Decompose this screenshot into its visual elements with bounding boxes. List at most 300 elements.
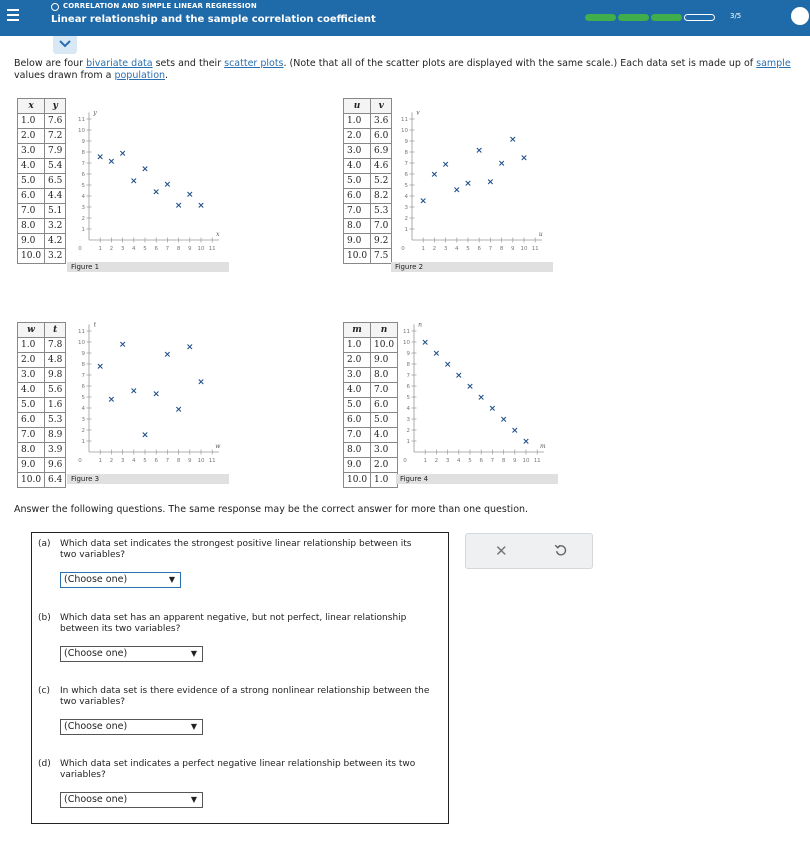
data-point: × <box>455 371 463 381</box>
data-point: × <box>141 164 149 175</box>
questions-panel <box>31 532 449 824</box>
y-tick-label: 5 <box>406 395 410 401</box>
y-tick-label: 4 <box>404 194 408 200</box>
x-tick-label: 11 <box>208 458 216 464</box>
table-row <box>344 458 398 473</box>
table-cell: 9.0 <box>18 234 45 249</box>
figure-caption: Figure 1 <box>67 262 229 272</box>
data-point: × <box>152 187 160 198</box>
scatter-plot-4 <box>400 314 560 474</box>
table-cell: 7.8 <box>45 338 66 353</box>
x-tick-label: 1 <box>421 246 425 252</box>
table-cell: 3.6 <box>371 114 392 129</box>
table-row <box>344 174 392 189</box>
table-cell: 5.0 <box>344 174 371 189</box>
y-tick-label: 10 <box>403 340 410 346</box>
table-cell: 7.0 <box>18 204 45 219</box>
table-row <box>18 129 66 144</box>
x-tick-label: 11 <box>208 246 216 252</box>
column-header: x <box>18 99 45 114</box>
progress-segment <box>585 14 616 21</box>
table-cell: 7.0 <box>344 428 371 443</box>
y-axis-label: t <box>93 321 97 329</box>
y-axis-label: n <box>418 321 422 329</box>
data-point: × <box>522 437 530 447</box>
x-tick-label: 0 <box>401 246 405 252</box>
table-cell: 9.0 <box>18 458 45 473</box>
progress-segment <box>618 14 649 21</box>
intro-part: values drawn from a <box>14 70 115 81</box>
x-tick-label: 4 <box>132 246 136 252</box>
x-axis-label: u <box>538 231 543 238</box>
table-cell: 10.0 <box>344 473 371 488</box>
table-cell: 7.5 <box>371 249 392 264</box>
y-tick-label: 8 <box>81 362 85 368</box>
table-cell: 6.0 <box>18 189 45 204</box>
dropdown-arrow-icon: ▼ <box>190 722 197 731</box>
data-point: × <box>464 178 472 189</box>
y-tick-label: 11 <box>78 329 85 335</box>
progress-segment <box>684 14 715 21</box>
x-tick-label: 10 <box>197 246 205 252</box>
profile-circle[interactable] <box>789 5 810 27</box>
data-point: × <box>118 340 127 351</box>
x-tick-label: 1 <box>98 458 102 464</box>
table-row <box>18 458 66 473</box>
table-row <box>18 204 66 219</box>
table-cell: 5.6 <box>45 383 66 398</box>
header-bar <box>0 0 810 36</box>
table-cell: 9.6 <box>45 458 66 473</box>
data-point: × <box>466 382 474 392</box>
data-point: × <box>441 160 450 171</box>
table-cell: 7.0 <box>18 428 45 443</box>
y-tick-label: 2 <box>406 428 410 434</box>
y-tick-label: 1 <box>81 439 85 445</box>
table-cell: 7.6 <box>45 114 66 129</box>
y-tick-label: 11 <box>401 117 408 123</box>
x-tick-label: 3 <box>443 246 448 252</box>
data-point: × <box>430 170 439 180</box>
answer-select-d[interactable] <box>60 792 203 808</box>
table-row <box>18 428 66 443</box>
intro-part: . (Note that all of the scatter plots are displayed with the same scale.) Each data set is made up of <box>283 58 757 69</box>
y-tick-label: 4 <box>81 406 85 412</box>
table-row <box>344 129 392 144</box>
column-header: v <box>371 99 392 114</box>
x-tick-label: 7 <box>165 458 170 464</box>
x-tick-label: 4 <box>455 246 459 252</box>
y-tick-label: 7 <box>81 161 85 167</box>
x-tick-label: 2 <box>109 458 114 464</box>
x-tick-label: 2 <box>434 458 439 464</box>
y-tick-label: 2 <box>81 216 85 222</box>
table-row <box>18 473 66 488</box>
y-tick-label: 9 <box>406 351 410 357</box>
progress-bar <box>585 14 717 21</box>
table-cell: 2.0 <box>344 353 371 368</box>
y-tick-label: 9 <box>81 139 85 145</box>
table-cell: 4.8 <box>45 353 66 368</box>
table-cell: 3.0 <box>344 368 371 383</box>
x-tick-label: 6 <box>154 458 158 464</box>
y-axis-label: v <box>416 109 420 117</box>
data-table-4 <box>343 322 398 488</box>
answer-tools <box>465 533 593 569</box>
table-row <box>18 114 66 129</box>
y-tick-label: 3 <box>81 205 85 211</box>
x-tick-label: 7 <box>488 246 493 252</box>
data-point: × <box>197 377 205 388</box>
x-tick-label: 1 <box>98 246 102 252</box>
table-row <box>18 398 66 413</box>
undo-icon[interactable] <box>554 543 568 557</box>
instruction-text: Answer the following questions. The same response may be the correct answer for more than one question. <box>14 504 529 515</box>
table-row <box>18 338 66 353</box>
table-cell: 8.2 <box>371 189 392 204</box>
y-tick-label: 6 <box>404 172 408 178</box>
progress-segment <box>651 14 682 21</box>
table-cell: 1.6 <box>45 398 66 413</box>
column-header: w <box>18 323 45 338</box>
table-cell: 3.0 <box>18 368 45 383</box>
table-row <box>344 219 392 234</box>
data-point: × <box>118 149 127 160</box>
table-row <box>344 428 398 443</box>
table-cell: 1.0 <box>18 338 45 353</box>
table-row <box>18 189 66 204</box>
progress-text: 3/5 <box>730 12 742 20</box>
data-point: × <box>453 185 461 196</box>
data-point: × <box>186 342 194 353</box>
menu-icon[interactable] <box>7 9 19 21</box>
data-point: × <box>443 360 452 370</box>
x-tick-label: 8 <box>501 458 506 464</box>
table-cell: 10.0 <box>371 338 398 353</box>
table-cell: 8.0 <box>18 443 45 458</box>
dropdown-arrow-icon: ▼ <box>190 795 197 804</box>
data-point: × <box>488 404 497 414</box>
table-cell: 6.0 <box>344 413 371 428</box>
table-cell: 4.0 <box>371 428 398 443</box>
intro-part: Below are four <box>14 58 87 69</box>
figure-caption: Figure 3 <box>67 474 229 484</box>
y-tick-label: 5 <box>404 183 408 189</box>
y-tick-label: 10 <box>401 128 408 134</box>
data-point: × <box>499 415 508 425</box>
table-cell: 5.4 <box>45 159 66 174</box>
x-tick-label: 9 <box>513 458 517 464</box>
y-tick-label: 6 <box>81 384 85 390</box>
y-tick-label: 4 <box>406 406 410 412</box>
x-axis-label: w <box>215 443 221 450</box>
table-cell: 5.2 <box>371 174 392 189</box>
x-tick-label: 11 <box>531 246 539 252</box>
bivariate-data-link[interactable]: bivariate data <box>86 58 153 69</box>
dropdown-arrow-icon: ▼ <box>168 575 175 584</box>
data-point: × <box>107 156 116 167</box>
x-tick-label: 8 <box>176 246 181 252</box>
column-header: m <box>344 323 371 338</box>
table-cell: 6.9 <box>371 144 392 159</box>
question-text: Which data set indicates the strongest positive linear relationship between its two variables? <box>60 539 412 560</box>
question-text: Which data set has an apparent negative, but not perfect, linear relationship between its two variables? <box>60 613 407 634</box>
table-cell: 5.0 <box>18 398 45 413</box>
select-value: (Choose one) <box>64 721 128 732</box>
x-tick-label: 5 <box>468 458 472 464</box>
table-cell: 9.2 <box>371 234 392 249</box>
data-point: × <box>130 386 138 397</box>
x-tick-label: 1 <box>423 458 427 464</box>
x-tick-label: 6 <box>154 246 158 252</box>
y-tick-label: 10 <box>78 128 85 134</box>
question-d <box>38 759 438 781</box>
question-a <box>38 539 438 561</box>
table-cell: 3.0 <box>371 443 398 458</box>
table-cell: 7.2 <box>45 129 66 144</box>
chevron-down-icon <box>59 39 71 49</box>
table-cell: 3.9 <box>45 443 66 458</box>
y-tick-label: 9 <box>81 351 85 357</box>
x-tick-label: 10 <box>522 458 530 464</box>
table-cell: 4.2 <box>45 234 66 249</box>
data-point: × <box>130 176 138 187</box>
select-value: (Choose one) <box>64 794 128 805</box>
data-point: × <box>419 196 427 207</box>
sample-link[interactable]: sample <box>756 58 791 69</box>
table-cell: 9.0 <box>344 458 371 473</box>
table-row <box>18 368 66 383</box>
answer-select-b[interactable] <box>60 646 203 662</box>
table-cell: 8.0 <box>344 219 371 234</box>
table-cell: 4.4 <box>45 189 66 204</box>
x-tick-label: 3 <box>445 458 450 464</box>
column-header: u <box>344 99 371 114</box>
x-tick-label: 2 <box>432 246 437 252</box>
question-text: In which data set is there evidence of a strong nonlinear relationship between the two variables? <box>60 686 430 707</box>
table-cell: 8.0 <box>344 443 371 458</box>
y-tick-label: 9 <box>404 139 408 145</box>
x-tick-label: 4 <box>132 458 136 464</box>
table-row <box>18 413 66 428</box>
y-tick-label: 1 <box>81 227 85 233</box>
y-tick-label: 5 <box>81 183 85 189</box>
table-row <box>344 413 398 428</box>
table-row <box>344 249 392 264</box>
y-tick-label: 2 <box>81 428 85 434</box>
table-cell: 5.3 <box>45 413 66 428</box>
data-point: × <box>96 362 104 373</box>
x-tick-label: 0 <box>78 458 82 464</box>
x-tick-label: 3 <box>120 458 125 464</box>
y-tick-label: 2 <box>404 216 408 222</box>
data-table-1 <box>17 98 66 264</box>
dropdown-arrow-icon: ▼ <box>190 649 197 658</box>
table-cell: 5.0 <box>18 174 45 189</box>
table-row <box>18 249 66 264</box>
table-row <box>344 368 398 383</box>
x-tick-label: 5 <box>143 246 147 252</box>
question-label: (b) <box>38 613 51 623</box>
table-cell: 3.2 <box>45 249 66 264</box>
y-tick-label: 8 <box>404 150 408 156</box>
x-tick-label: 0 <box>78 246 82 252</box>
table-row <box>344 443 398 458</box>
x-tick-label: 4 <box>457 458 461 464</box>
data-point: × <box>509 134 517 145</box>
y-tick-label: 3 <box>406 417 410 423</box>
table-cell: 8.9 <box>45 428 66 443</box>
data-point: × <box>477 393 485 403</box>
figure-caption: Figure 2 <box>391 262 553 272</box>
table-row <box>18 353 66 368</box>
intro-text <box>14 58 804 82</box>
table-cell: 2.0 <box>18 129 45 144</box>
data-point: × <box>475 145 483 156</box>
table-cell: 8.0 <box>371 368 398 383</box>
table-cell: 4.0 <box>18 383 45 398</box>
x-tick-label: 6 <box>477 246 481 252</box>
table-cell: 3.0 <box>18 144 45 159</box>
data-point: × <box>141 430 149 441</box>
table-cell: 7.0 <box>344 204 371 219</box>
table-row <box>18 234 66 249</box>
data-point: × <box>174 200 183 211</box>
table-row <box>344 338 398 353</box>
close-icon[interactable]: ✕ <box>495 542 508 560</box>
column-header: y <box>45 99 66 114</box>
data-point: × <box>163 350 172 361</box>
data-point: × <box>197 200 205 211</box>
question-label: (d) <box>38 759 51 769</box>
data-point: × <box>96 152 104 163</box>
y-tick-label: 6 <box>81 172 85 178</box>
table-row <box>344 159 392 174</box>
y-tick-label: 3 <box>404 205 408 211</box>
y-tick-label: 1 <box>404 227 408 233</box>
table-row <box>344 189 392 204</box>
table-cell: 1.0 <box>371 473 398 488</box>
table-cell: 3.0 <box>344 144 371 159</box>
intro-part: sets and their <box>152 58 225 69</box>
table-cell: 4.0 <box>344 383 371 398</box>
table-row <box>344 398 398 413</box>
table-cell: 7.9 <box>45 144 66 159</box>
data-point: × <box>432 349 441 359</box>
table-row <box>344 353 398 368</box>
topic-title: CORRELATION AND SIMPLE LINEAR REGRESSION <box>63 2 257 10</box>
table-row <box>344 144 392 159</box>
y-tick-label: 10 <box>78 340 85 346</box>
data-point: × <box>421 338 429 348</box>
table-row <box>344 383 398 398</box>
data-point: × <box>174 405 183 416</box>
column-header: n <box>371 323 398 338</box>
table-row <box>344 114 392 129</box>
question-c <box>38 686 438 708</box>
x-tick-label: 6 <box>479 458 483 464</box>
table-cell: 1.0 <box>18 114 45 129</box>
table-cell: 9.0 <box>344 234 371 249</box>
y-axis-label: y <box>93 109 97 117</box>
y-tick-label: 7 <box>406 373 410 379</box>
y-tick-label: 11 <box>78 117 85 123</box>
data-point: × <box>152 389 160 400</box>
answer-select-c[interactable] <box>60 719 203 735</box>
table-row <box>18 219 66 234</box>
select-value: (Choose one) <box>64 574 128 585</box>
question-label: (c) <box>38 686 50 696</box>
table-row <box>344 473 398 488</box>
data-table-2 <box>343 98 392 264</box>
table-cell: 3.2 <box>45 219 66 234</box>
question-b <box>38 613 438 635</box>
scatter-plot-2 <box>398 102 558 262</box>
figure-caption: Figure 4 <box>396 474 558 484</box>
table-cell: 6.0 <box>371 398 398 413</box>
scatter-plot-1 <box>75 102 235 262</box>
table-cell: 2.0 <box>344 129 371 144</box>
x-tick-label: 7 <box>165 246 170 252</box>
table-cell: 5.1 <box>45 204 66 219</box>
x-axis-label: x <box>216 231 220 238</box>
table-cell: 9.8 <box>45 368 66 383</box>
x-tick-label: 9 <box>188 246 192 252</box>
population-link[interactable]: population <box>114 70 166 81</box>
x-tick-label: 8 <box>499 246 504 252</box>
x-tick-label: 7 <box>490 458 495 464</box>
x-tick-label: 9 <box>511 246 515 252</box>
x-tick-label: 5 <box>143 458 147 464</box>
table-cell: 1.0 <box>344 114 371 129</box>
table-cell: 6.0 <box>371 129 392 144</box>
x-tick-label: 10 <box>197 458 205 464</box>
y-tick-label: 1 <box>406 439 410 445</box>
x-tick-label: 3 <box>120 246 125 252</box>
answer-select-a[interactable] <box>60 572 181 588</box>
collapse-button[interactable] <box>53 36 77 54</box>
table-row <box>18 174 66 189</box>
table-row <box>18 443 66 458</box>
y-tick-label: 7 <box>81 373 85 379</box>
table-cell: 6.4 <box>45 473 66 488</box>
table-row <box>18 144 66 159</box>
table-cell: 5.0 <box>371 413 398 428</box>
y-tick-label: 3 <box>81 417 85 423</box>
scatter-plot-3 <box>75 314 235 474</box>
x-axis-label: m <box>539 443 546 450</box>
x-tick-label: 10 <box>520 246 528 252</box>
column-header: t <box>45 323 66 338</box>
table-cell: 4.0 <box>18 159 45 174</box>
table-cell: 4.6 <box>371 159 392 174</box>
scatter-plots-link[interactable]: scatter plots <box>224 58 284 69</box>
table-cell: 7.0 <box>371 219 392 234</box>
table-cell: 2.0 <box>18 353 45 368</box>
table-cell: 10.0 <box>18 249 45 264</box>
table-cell: 7.0 <box>371 383 398 398</box>
y-tick-label: 11 <box>403 329 410 335</box>
select-value: (Choose one) <box>64 648 128 659</box>
y-tick-label: 8 <box>406 362 410 368</box>
x-tick-label: 5 <box>466 246 470 252</box>
data-point: × <box>486 177 495 188</box>
y-tick-label: 4 <box>81 194 85 200</box>
x-tick-label: 11 <box>533 458 541 464</box>
x-tick-label: 0 <box>403 458 407 464</box>
data-point: × <box>107 395 116 406</box>
lesson-title: Linear relationship and the sample correlation coefficient <box>51 14 376 25</box>
